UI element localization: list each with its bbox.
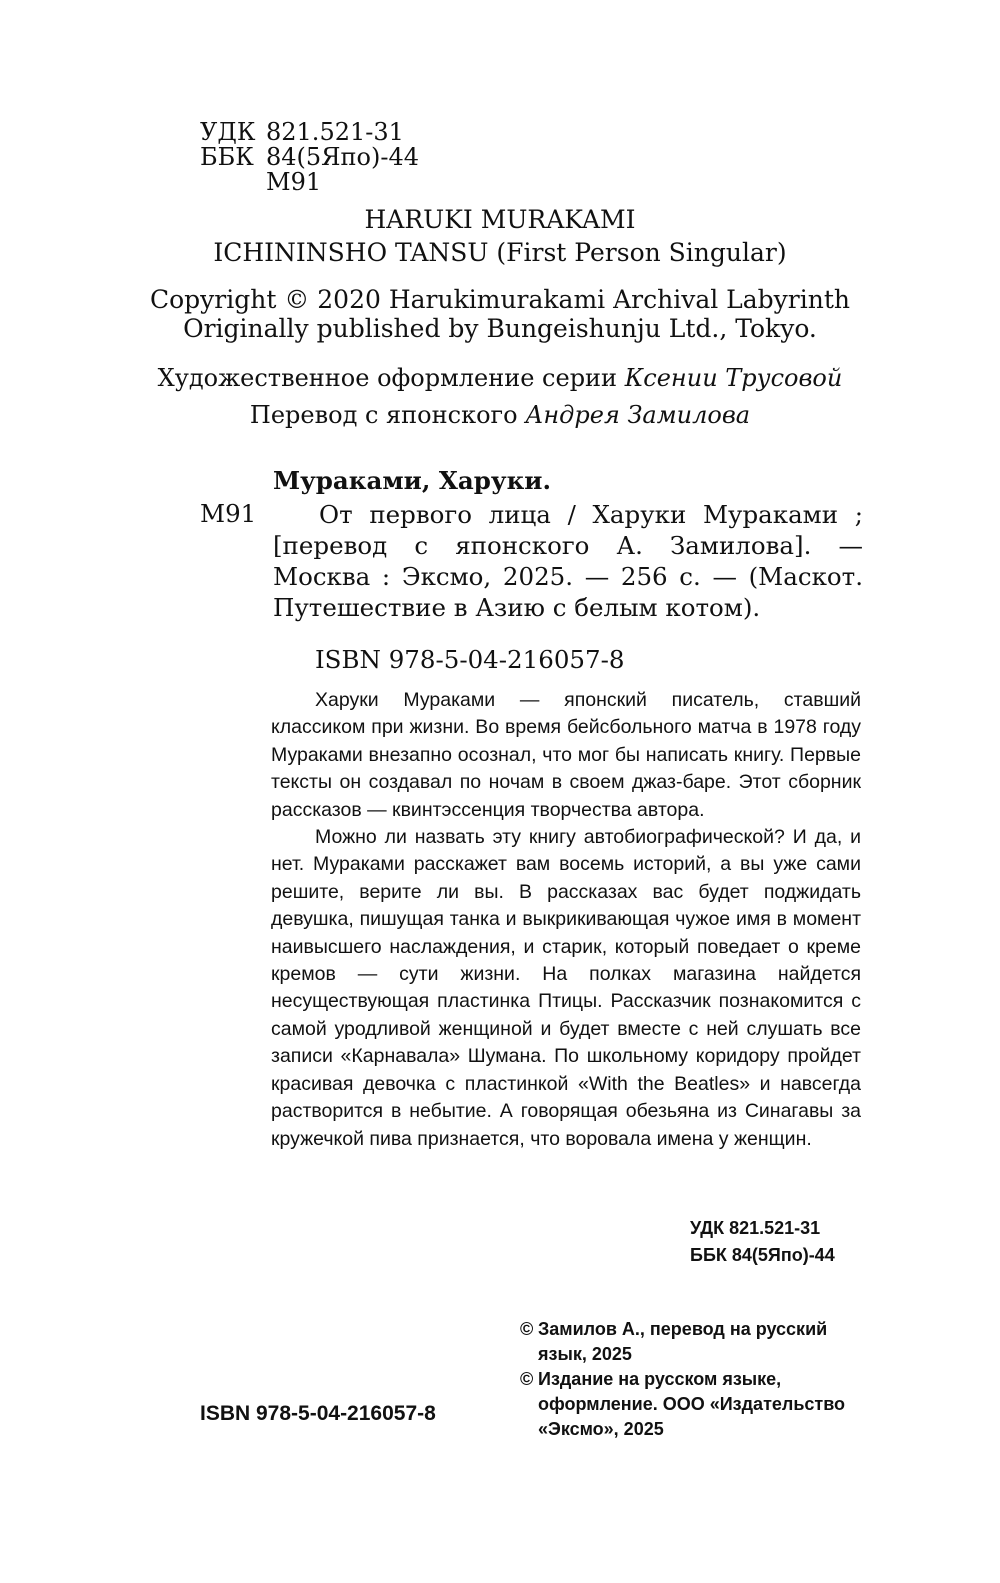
translation-credit (0, 399, 1000, 432)
translation-credit-prefix: Перевод с японского (249, 401, 518, 429)
catalog-isbn: ISBN 978-5-04-216057-8 (315, 645, 625, 674)
copyright-notices (520, 1317, 870, 1442)
copyright-notice-translation (520, 1317, 870, 1367)
copyright-notice-edition (520, 1367, 870, 1442)
translation-credit-name: Андрея Замилова (525, 401, 751, 429)
bbk-value: 84(5Япо)-44 (266, 143, 420, 171)
catalog-heading: Мураками, Харуки. (273, 466, 551, 495)
bbk-label: ББК (200, 143, 254, 171)
classification-block (200, 120, 419, 195)
bottom-udk: УДК 821.521-31 (690, 1218, 821, 1238)
copyright-translation-text: Замилов А., перевод на русский язык, 2025 (538, 1319, 828, 1364)
copyright-symbol: © (520, 1319, 534, 1339)
design-credit-name: Ксении Трусовой (624, 364, 843, 392)
author-sign: М91 (266, 168, 322, 196)
bottom-classification (690, 1215, 835, 1269)
copyright-line-2: Originally published by Bungeishunju Ltd., Tokyo. (183, 314, 817, 343)
catalog-description: От первого лица / Харуки Мураками ; [перевод с японского А. Замилова]. — Москва : Эксмо, 2025. — 256 с. — (Маскот. Путешествие в Азию с белым котом). (273, 500, 863, 622)
copyright-edition-text: Издание на русском языке, оформление. ООО «Издательство «Эксмо», 2025 (538, 1369, 846, 1439)
annotation-paragraph-2: Можно ли назвать эту книгу автобиографической? И да, и нет. Мураками расскажет вам восемь историй, а вы уже сами решите, верите ли вы. В рассказах вас будет поджидать девушка, пишущая танка и выкрикивающая чужое имя в момент наивысшего наслаждения, и старик, который поведает о креме кремов — сути жизни. На полках магазина найдется несуществующая пластинка Птицы. Рассказчик познакомится с самой уродливой женщиной и будет вместе с ней слушать все записи «Карнавала» Шумана. По школьному коридору пройдет красивая девочка с пластинкой «With the Beatles» и навсегда растворится в небытие. А говорящая обезьяна из Синагавы за кружечкой пива признается, что воровала имена у женщин. (271, 826, 861, 1150)
original-author: HARUKI MURAKAMI (364, 205, 636, 234)
bottom-isbn: ISBN 978-5-04-216057-8 (200, 1402, 436, 1425)
copyright-symbol: © (520, 1369, 534, 1389)
annotation-paragraph-1: Харуки Мураками — японский писатель, ставший классиком при жизни. Во время бейсбольного матча в 1978 году Мураками внезапно осознал, что мог бы написать книгу. Первые тексты он создавал по ночам в своем джаз-баре. Этот сборник рассказов — квинтэссенция творчества автора. (271, 689, 861, 821)
udk-label: УДК (200, 118, 256, 146)
annotation (271, 687, 861, 1153)
catalog-sign: М91 (200, 499, 257, 528)
bottom-bbk: ББК 84(5Япо)-44 (690, 1245, 835, 1265)
copyright-line-1: Copyright © 2020 Harukimurakami Archival Labyrinth (149, 285, 851, 314)
original-title: ICHININSHO TANSU (First Person Singular) (213, 238, 787, 267)
design-credit-prefix: Художественное оформление серии (157, 364, 618, 392)
udk-value: 821.521-31 (266, 118, 404, 146)
design-credit (0, 362, 1000, 395)
